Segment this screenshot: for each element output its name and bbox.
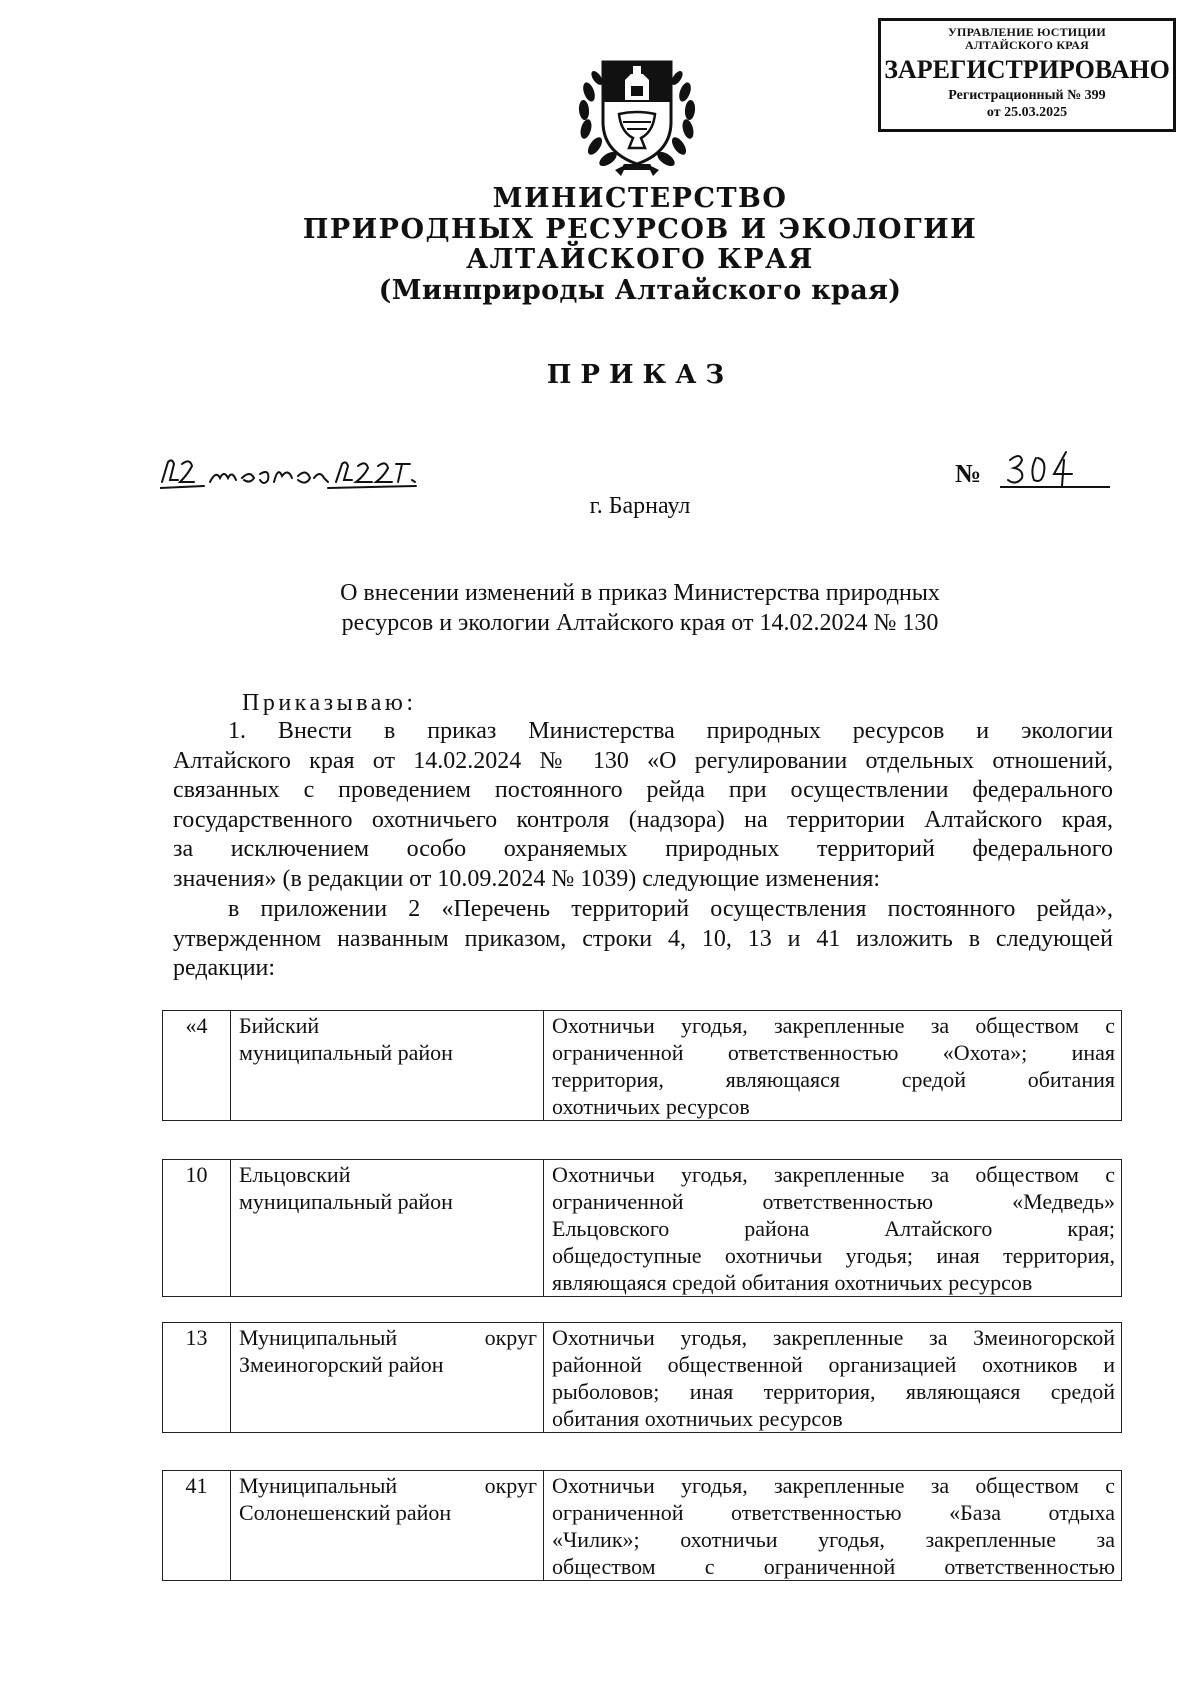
row-territory: Охотничьи угодья, закрепленные за Змеиногорской районной общественной организацией охотников и рыболовов; иная территория, являющаяся средой обитания охотничьих ресурсов: [544, 1323, 1122, 1433]
p2-line: в приложении 2 «Перечень территорий осуществления постоянного рейда»,: [228, 896, 1113, 922]
row-number: 41: [163, 1471, 231, 1581]
ministry-line1: МИНИСТЕРСТВО: [492, 183, 788, 214]
paragraph-1: [173, 717, 1113, 894]
paragraph-2: [173, 895, 1113, 984]
p1-line: 1. Внести в приказ Министерства природных ресурсов и экологии: [228, 718, 1113, 744]
p1-line: Алтайского края от 14.02.2024 № 130 «О регулировании отдельных отношений,: [173, 747, 1113, 774]
subject-line1: О внесении изменений в приказ Министерства природных: [340, 580, 940, 606]
ministry-name: [240, 184, 1040, 306]
order-subject: [240, 578, 1040, 638]
stamp-reg-number: Регистрационный № 399: [948, 88, 1106, 103]
order-number-label: №: [955, 459, 982, 488]
row-district: Бийский муниципальный район: [231, 1011, 544, 1121]
ministry-line2: ПРИРОДНЫХ РЕСУРСОВ И ЭКОЛОГИИ: [302, 213, 978, 245]
table-row: [162, 1010, 1122, 1121]
document-type: ПРИКАЗ: [546, 360, 734, 390]
p1-line: связанных с проведением постоянного рейда при осуществлении федерального: [173, 777, 1113, 803]
row-territory: Охотничьи угодья, закрепленные за обществом с ограниченной ответственностью «База отдыха «Чилик»; охотничьи угодья, закрепленные за обществом с ограниченной ответственностью: [544, 1471, 1122, 1581]
altai-coat-of-arms-icon: [575, 52, 699, 178]
subject-line2: ресурсов и экологии Алтайского края от 14.02.2024 № 130: [341, 610, 939, 636]
row-territory: Охотничьи угодья, закрепленные за обществом с ограниченной ответственностью «Охота»; иная территория, являющаяся средой обитания охотничьих ресурсов: [544, 1011, 1122, 1121]
ministry-short-name: (Минприроды Алтайского края): [378, 274, 902, 306]
stamp-reg-date: от 25.03.2025: [986, 105, 1068, 120]
registration-stamp: [878, 18, 1176, 132]
row-district: Муниципальный округ Солонешенский район: [231, 1471, 544, 1581]
table-row: [162, 1470, 1122, 1581]
row-district: Ельцовский муниципальный район: [231, 1160, 544, 1297]
row-district: Муниципальный округ Змеиногорский район: [231, 1323, 544, 1433]
handwritten-date-signature: [160, 452, 460, 492]
stamp-status: ЗАРЕГИСТРИРОВАНО: [884, 55, 1170, 84]
table-row: [162, 1322, 1122, 1433]
row-number: 13: [163, 1323, 231, 1433]
city: г. Барнаул: [589, 493, 691, 519]
stamp-org-line1: УПРАВЛЕНИЕ ЮСТИЦИИ: [948, 25, 1106, 39]
p1-line: государственного охотничьего контроля (надзора) на территории Алтайского края,: [173, 806, 1113, 833]
stamp-org-line2: АЛТАЙСКОГО КРАЯ: [965, 38, 1089, 52]
p2-line: утвержденном названным приказом, строки 4, 10, 13 и 41 изложить в следующей: [173, 925, 1113, 952]
orders-heading: Приказываю:: [242, 690, 417, 716]
p1-line: значения» (в редакции от 10.09.2024 № 1039) следующие изменения:: [173, 865, 881, 892]
handwritten-order-number: [1006, 448, 1076, 488]
row-territory: Охотничьи угодья, закрепленные за обществом с ограниченной ответственностью «Медведь» Ельцовского района Алтайского края; общедоступные охотничьи угодья; иная территория, являющаяся средой обитания охотничьих ресурсов: [544, 1160, 1122, 1297]
row-number: 10: [163, 1160, 231, 1297]
ministry-line3: АЛТАЙСКОГО КРАЯ: [466, 244, 814, 275]
p1-line: за исключением особо охраняемых природных территорий федерального: [173, 836, 1113, 862]
p2-line: редакции:: [173, 955, 276, 981]
row-number: «4: [163, 1011, 231, 1121]
table-row: [162, 1159, 1122, 1297]
